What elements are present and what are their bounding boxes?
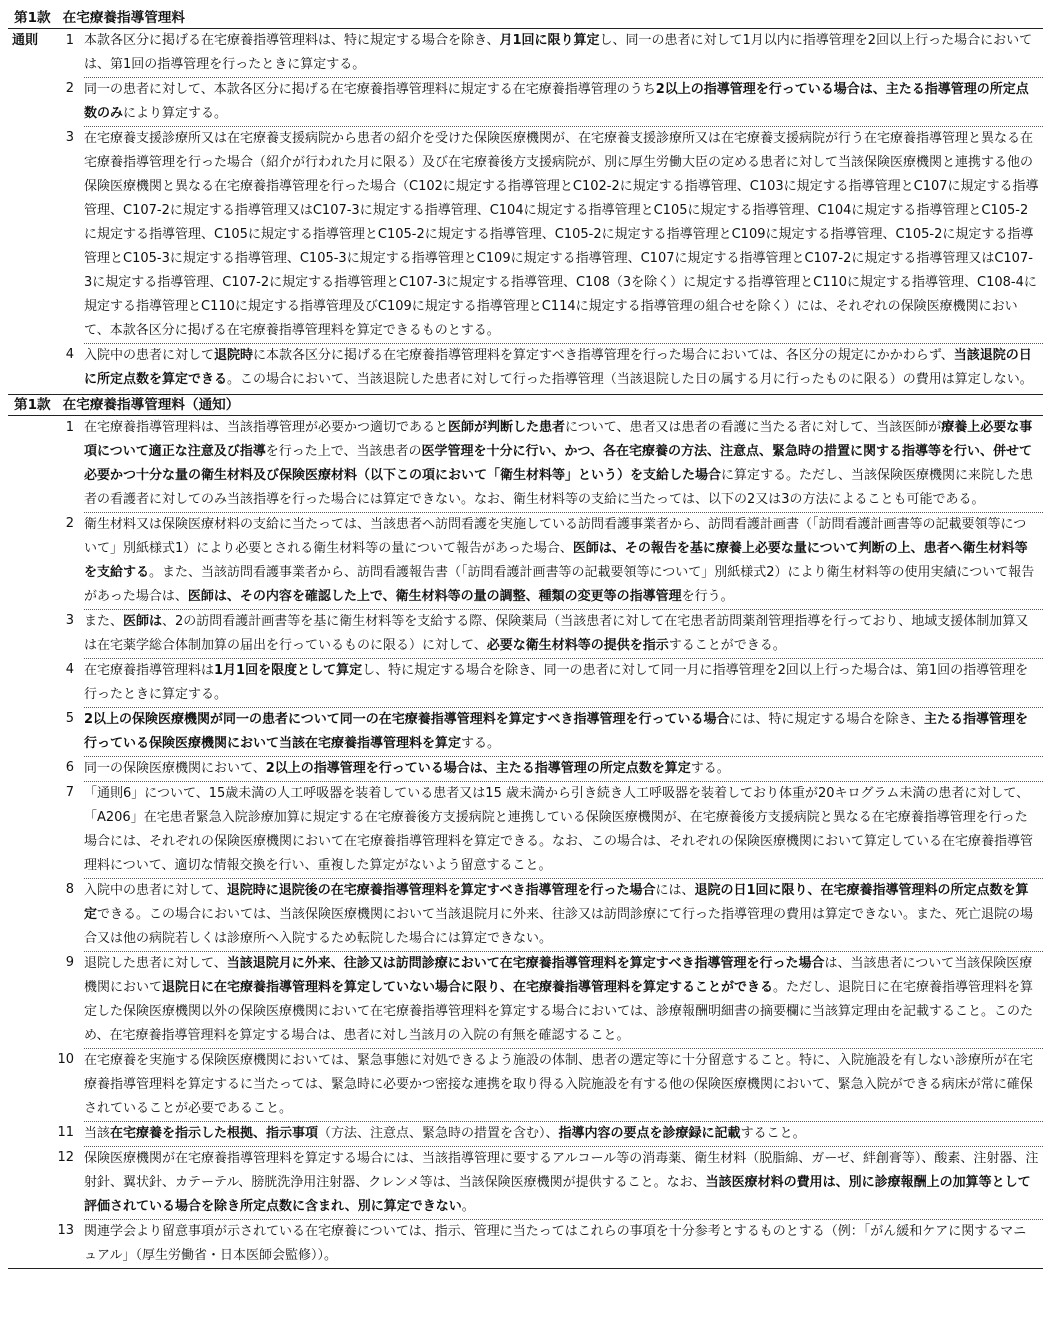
item-number: 3 bbox=[65, 613, 74, 628]
text-segment: 「通則6」について、15歳未満の人工呼吸器を装着している患者又は15 歳未満から引き続き人工呼吸器を装着しており体重が20キログラム未満の患者に対して、「A206」在宅患者緊急入院診療加算に規定する在宅療養後方支援病院と連携している保険医療機関が、在宅療養後方支援病院と異なる在宅療養指導管理を行った場合には、それぞれの保険医療機関において在宅療養指導管理料を算定できる。なお、この場合は、それぞれの保険医療機関において算定している在宅療養指導管理料について、適切な情報交換を行い、重複した算定がないよう留意すること。 bbox=[84, 786, 1034, 873]
item-number: 9 bbox=[65, 955, 74, 970]
item-number: 10 bbox=[57, 1052, 74, 1067]
item-text bbox=[84, 707, 1043, 756]
emphasis-text: 主たる指導管理を行っている保険医療機関において当該在宅療養指導管理料を算定 bbox=[84, 712, 1029, 751]
text-segment: を行った上で、当該患者の bbox=[265, 444, 422, 459]
text-segment: し、特に規定する場合を除き、同一の患者に対して同一月に指導管理を2回以上行った場合は、第1回の指導管理を行ったときに算定する。 bbox=[84, 663, 1029, 702]
text-segment: 。また、当該訪問看護事業者から、訪問看護報告書（「訪問看護計画書等の記載要領等について」別紙様式2）により衛生材料等の使用実績について報告があった場合は、 bbox=[84, 565, 1035, 604]
item-text bbox=[84, 343, 1043, 392]
text-segment: する。 bbox=[461, 736, 501, 751]
text-segment: することができる。 bbox=[668, 638, 786, 653]
emphasis-text: 退院時に退院後の在宅療養指導管理料を算定すべき指導管理を行った場合 bbox=[226, 883, 656, 898]
item-text bbox=[84, 77, 1043, 126]
emphasis-text: 2以上の指導管理を行っている場合は、主たる指導管理の所定点数を算定 bbox=[265, 761, 691, 776]
text-segment: 同一の患者に対して、本款各区分に掲げる在宅療養指導管理料に規定する在宅療養指導管理のうち bbox=[84, 82, 656, 97]
text-segment: 在宅療養支援診療所又は在宅療養支援病院から患者の紹介を受けた保険医療機関が、在宅療養支援診療所又は在宅療養支援病院が行う在宅療養指導管理と異なる在宅療養指導管理を行った場合（紹介が行われた月に限る）及び在宅療養後方支援病院が、別に厚生労働大臣の定める患者に対して当該保険医療機関と連携する他の保険医療機関と異なる在宅療養指導管理を行った場合（C102に規定する指導管理とC102-2に規定する指導管理、C103に規定する指導管理とC107に規定する指導管理、C107-2に規定する指導管理又はC107-3に規定する指導管理、C104に規定する指導管理とC105に規定する指導管理、C104に規定する指導管理とC105-2に規定する指導管理、C105に規定する指導管理とC105-2に規定する指導管理、C105-2に規定する指導管理とC109に規定する指導管理、C105-2に規定する指導管理とC105-3に規定する指導管理、C105-3に規定する指導管理とC109に規定する指導管理、C107に規定する指導管理とC107-2に規定する指導管理又はC107-3に規定する指導管理、C107-2に規定する指導管理とC107-3に規定する指導管理、C108（3を除く）に規定する指導管理とC110に規定する指導管理、C108-4に規定する指導管理とC110に規定する指導管理及びC109に規定する指導管理とC114に規定する指導管理の組合せを除く）には、それぞれの保険医療機関において、本款各区分に掲げる在宅療養指導管理料を算定できるものとする。 bbox=[84, 131, 1039, 338]
text-segment: する。 bbox=[690, 761, 730, 776]
list-item bbox=[8, 951, 1043, 1048]
list-item bbox=[8, 1048, 1043, 1121]
section1-kw: 第1款 bbox=[14, 10, 51, 26]
list-item bbox=[8, 878, 1043, 951]
text-segment: 。 bbox=[461, 1199, 475, 1214]
item-text bbox=[84, 878, 1043, 951]
list-item bbox=[8, 416, 1043, 512]
text-segment: できる。この場合においては、当該保険医療機関において当該退院月に外来、往診又は訪問診療にて行った指導管理の費用は算定できない。また、死亡退院の場合又は他の病院若しくは診療所へ入院するため転院した場合には算定できない。 bbox=[84, 907, 1034, 946]
section1-label: 通則 bbox=[12, 33, 39, 48]
text-segment: （方法、注意点、緊急時の措置を含む）、 bbox=[318, 1126, 559, 1141]
item-text bbox=[84, 29, 1043, 77]
text-segment: 退院した患者に対して、 bbox=[84, 956, 227, 971]
emphasis-text: 在宅療養を指示した根拠、指示事項 bbox=[110, 1126, 319, 1141]
emphasis-text: 退院の日1回に限り、在宅療養指導管理料の所定点数を算定 bbox=[84, 883, 1029, 922]
list-item bbox=[8, 1146, 1043, 1219]
item-text bbox=[84, 1121, 1043, 1146]
item-number: 8 bbox=[65, 882, 74, 897]
list-item bbox=[8, 343, 1043, 392]
bottom-rule bbox=[8, 1268, 1043, 1269]
emphasis-text: 1月1回を限度として算定 bbox=[214, 663, 363, 678]
item-number: 13 bbox=[57, 1223, 74, 1238]
item-text bbox=[84, 756, 1043, 781]
emphasis-text: 当該医療材料の費用は、別に診療報酬上の加算等として評価されている場合を除き所定点数に含まれ、別に算定できない bbox=[84, 1175, 1031, 1214]
text-segment: には、 bbox=[655, 883, 695, 898]
item-number: 1 bbox=[65, 33, 74, 48]
emphasis-text: 医学管理を十分に行い、かつ、各在宅療養の方法、注意点、緊急時の措置に関する指導等を行い、併せて必要かつ十分な量の衛生材料及び保険医療材料（以下この項において「衛生材料等」という）を支給した場合 bbox=[84, 444, 1032, 483]
text-segment: 関連学会より留意事項が示されている在宅療養については、指示、管理に当たってはこれらの事項を十分参考とするものとする（例：「がん緩和ケアに関するマニュアル」（厚生労働省・日本医師会監修））。 bbox=[84, 1224, 1027, 1263]
item-text bbox=[84, 1219, 1043, 1268]
item-text bbox=[84, 1146, 1043, 1219]
list-item bbox=[8, 756, 1043, 781]
emphasis-text: 当該退院の日に所定点数を算定できる bbox=[84, 348, 1032, 387]
text-segment: 、2の訪問看護計画書等を基に衛生材料等を支給する際、保険薬局（当該患者に対して在宅患者訪問薬剤管理指導を行っており、地域支援体制加算又は在宅薬学総合体制加算の届出を行っているものに限る）に対して、 bbox=[84, 614, 1029, 653]
list-item bbox=[8, 126, 1043, 343]
item-text bbox=[84, 781, 1043, 878]
item-number: 2 bbox=[65, 81, 74, 96]
text-segment: 保険医療機関が在宅療養指導管理料を算定する場合には、当該指導管理に要するアルコール等の消毒薬、衛生材料（脱脂綿、ガーゼ、絆創膏等）、酸素、注射器、注射針、翼状針、カテーテル、膀胱洗浄用注射器、クレンメ等は、当該保険医療機関が提供すること。なお、 bbox=[84, 1151, 1039, 1190]
list-item bbox=[8, 77, 1043, 126]
section2-title: 在宅療養指導管理料（通知） bbox=[62, 397, 240, 413]
text-segment: 本款各区分に掲げる在宅療養指導管理料は、特に規定する場合を除き、 bbox=[84, 33, 500, 48]
item-text bbox=[84, 1048, 1043, 1121]
text-segment: 在宅療養指導管理料は、当該指導管理が必要かつ適切であると bbox=[84, 420, 449, 435]
section1-heading bbox=[8, 8, 1043, 29]
text-segment: 入院中の患者に対して bbox=[84, 348, 215, 363]
section2-heading bbox=[8, 394, 1043, 416]
section2-list bbox=[8, 416, 1043, 1268]
text-segment: 在宅療養を実施する保険医療機関においては、緊急事態に対処できるよう施設の体制、患者の選定等に十分留意すること。特に、入院施設を有しない診療所が在宅療養指導管理料を算定するに当たっては、緊急時に必要かつ密接な連携を取り得る入院施設を有する他の保険医療機関において、緊急入院ができる病床が常に確保されていることが必要であること。 bbox=[84, 1053, 1034, 1116]
item-number: 3 bbox=[65, 130, 74, 145]
emphasis-text: 退院時 bbox=[214, 348, 254, 363]
text-segment: を行う。 bbox=[681, 589, 734, 604]
text-segment: に本款各区分に掲げる在宅療養指導管理料を算定すべき指導管理を行った場合においては、各区分の規定にかかわらず、 bbox=[253, 348, 954, 363]
text-segment: は、当該患者について当該保険医療機関において bbox=[84, 956, 1033, 995]
text-segment: 。ただし、退院日に在宅療養指導管理料を算定した保険医療機関以外の保険医療機関において在宅療養指導管理料を算定する場合においては、診療報酬明細書の摘要欄に当該算定理由を記載すること。このため、在宅療養指導管理料を算定する場合は、患者に対し当該月の入院の有無を確認すること。 bbox=[84, 980, 1034, 1043]
list-item bbox=[8, 707, 1043, 756]
text-segment: すること。 bbox=[740, 1126, 806, 1141]
emphasis-text: 2以上の指導管理を行っている場合は、主たる指導管理の所定点数のみ bbox=[84, 82, 1029, 121]
list-item bbox=[8, 29, 1043, 77]
list-item bbox=[8, 658, 1043, 707]
list-item bbox=[8, 512, 1043, 609]
emphasis-text: 指導内容の要点を診療録に記載 bbox=[558, 1126, 741, 1141]
item-number: 12 bbox=[57, 1150, 74, 1165]
item-number: 2 bbox=[65, 516, 74, 531]
list-item bbox=[8, 609, 1043, 658]
text-segment: 入院中の患者に対して、 bbox=[84, 883, 227, 898]
item-text bbox=[84, 126, 1043, 343]
list-item bbox=[8, 781, 1043, 878]
text-segment: について、患者又は患者の看護に当たる者に対して、当該医師が bbox=[565, 420, 942, 435]
emphasis-text: 月1回に限り算定 bbox=[499, 33, 600, 48]
item-number: 1 bbox=[65, 420, 74, 435]
section1-list bbox=[8, 29, 1043, 392]
text-segment: 同一の保険医療機関において、 bbox=[84, 761, 266, 776]
emphasis-text: 当該退院月に外来、往診又は訪問診療において在宅療養指導管理料を算定すべき指導管理を行った場合 bbox=[226, 956, 825, 971]
section2-kw: 第1款 bbox=[14, 397, 51, 413]
emphasis-text: 必要な衛生材料等の提供を指示 bbox=[486, 638, 669, 653]
emphasis-text: 2以上の保険医療機関が同一の患者について同一の在宅療養指導管理料を算定すべき指導管理を行っている場合 bbox=[84, 712, 730, 727]
list-item bbox=[8, 1121, 1043, 1146]
item-number: 4 bbox=[65, 662, 74, 677]
text-segment: し、同一の患者に対して1月以内に指導管理を2回以上行った場合においては、第1回の指導管理を行ったときに算定する。 bbox=[84, 33, 1033, 72]
text-segment: により算定する。 bbox=[123, 106, 228, 121]
emphasis-text: 退院日に在宅療養指導管理料を算定していない場合に限り、在宅療養指導管理料を算定することができる bbox=[162, 980, 774, 995]
emphasis-text: 医師は、その内容を確認した上で、衛生材料等の量の調整、種類の変更等の指導管理 bbox=[187, 589, 682, 604]
text-segment: に算定する。ただし、当該保険医療機関に来院した患者の看護者に対してのみ当該指導を行った場合には算定できない。なお、衛生材料等の支給に当たっては、以下の2又は3の方法によることも可能である。 bbox=[84, 468, 1034, 507]
section1-title: 在宅療養指導管理料 bbox=[62, 10, 185, 26]
emphasis-text: 医師は bbox=[123, 614, 163, 629]
emphasis-text: 医師は、その報告を基に療養上必要な量について判断の上、患者へ衛生材料等を支給する bbox=[84, 541, 1028, 580]
text-segment: 当該 bbox=[84, 1126, 111, 1141]
emphasis-text: 医師が判断した患者 bbox=[448, 420, 566, 435]
item-number: 7 bbox=[65, 785, 74, 800]
item-number: 5 bbox=[65, 711, 74, 726]
list-item bbox=[8, 1219, 1043, 1268]
text-segment: 在宅療養指導管理料は bbox=[84, 663, 215, 678]
text-segment: また、 bbox=[84, 614, 124, 629]
text-segment: 衛生材料又は保険医療材料の支給に当たっては、当該患者へ訪問看護を実施している訪問看護事業者から、訪問看護計画書（「訪問看護計画書等の記載要領等について」別紙様式1）により必要とされる衛生材料等の量について報告があった場合、 bbox=[84, 517, 1027, 556]
item-text bbox=[84, 512, 1043, 609]
emphasis-text: 療養上必要な事項について適正な注意及び指導 bbox=[84, 420, 1033, 459]
item-text bbox=[84, 609, 1043, 658]
item-text bbox=[84, 416, 1043, 512]
item-number: 11 bbox=[57, 1125, 74, 1140]
item-text bbox=[84, 658, 1043, 707]
item-number: 6 bbox=[65, 760, 74, 775]
item-number: 4 bbox=[65, 347, 74, 362]
text-segment: には、特に規定する場合を除き、 bbox=[729, 712, 925, 727]
text-segment: 。この場合において、当該退院した患者に対して行った指導管理（当該退院した日の属する月に行ったものに限る）の費用は算定しない。 bbox=[227, 372, 1033, 387]
item-text bbox=[84, 951, 1043, 1048]
